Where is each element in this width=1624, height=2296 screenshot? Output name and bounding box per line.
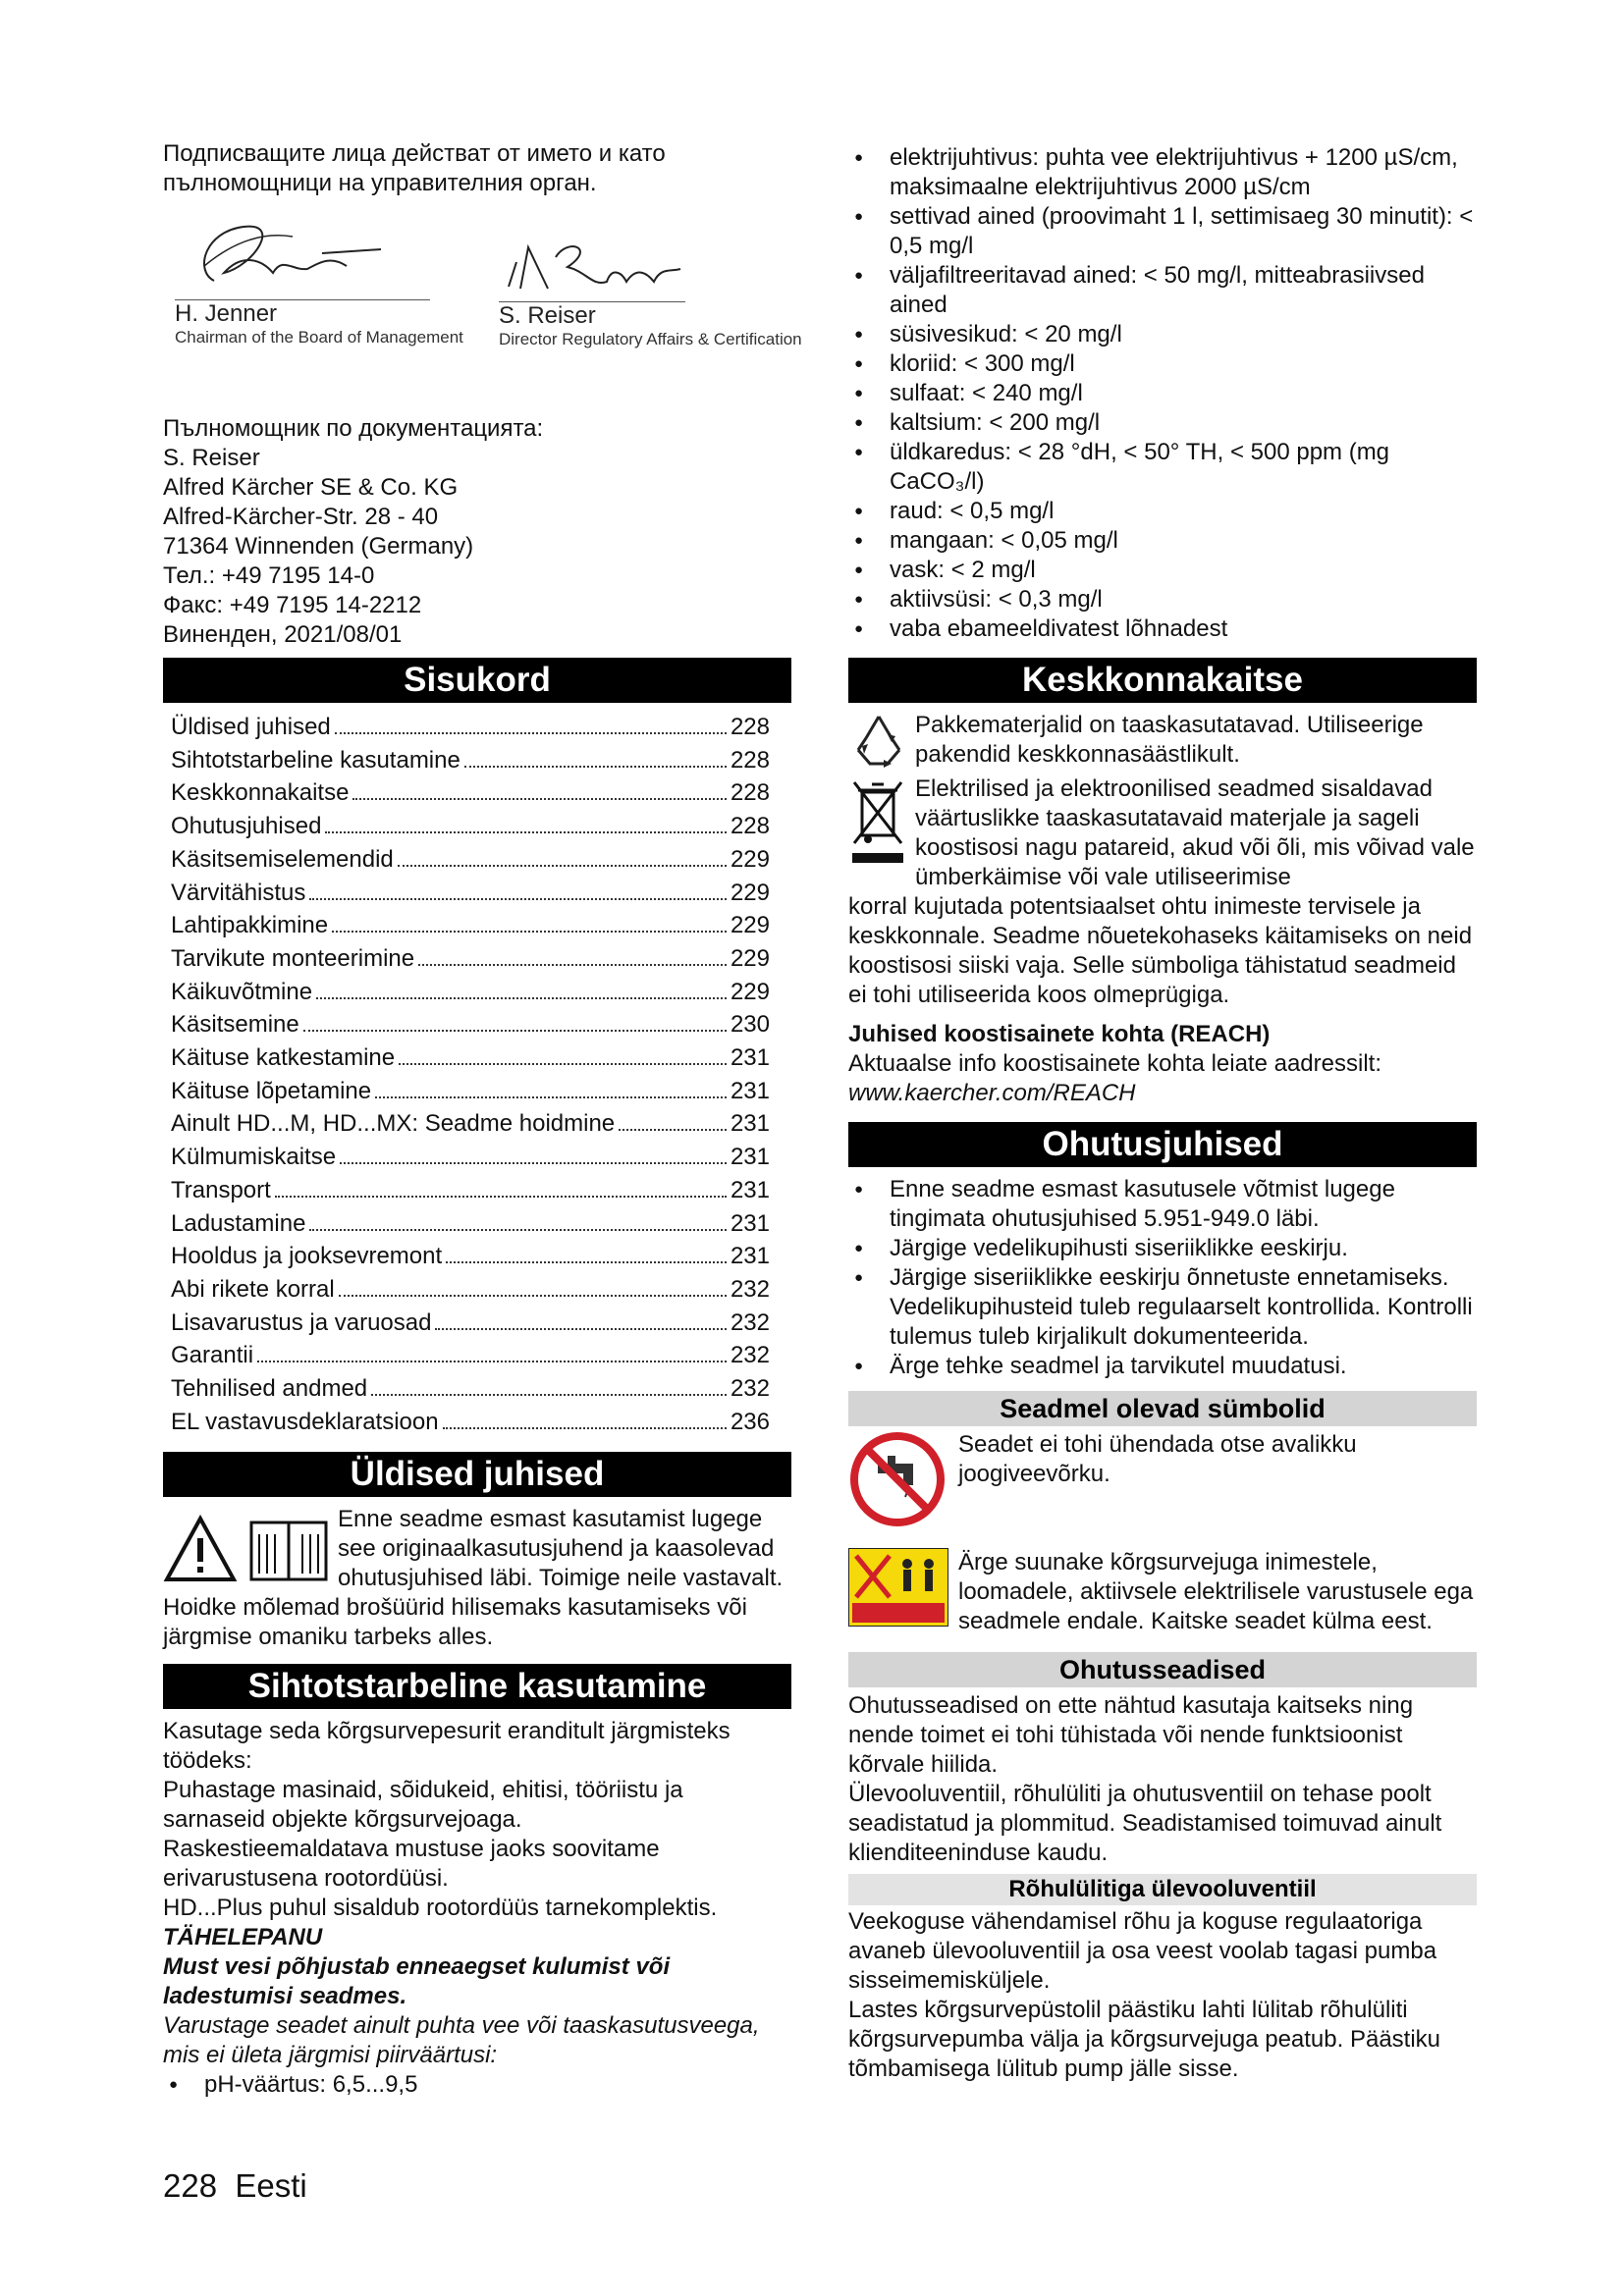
toc-entry[interactable] (163, 1141, 791, 1174)
toc-entry-title: Keskkonnakaitse (171, 779, 350, 807)
toc-entry[interactable] (163, 1041, 791, 1075)
reach-heading: Juhised koostisainete kohta (REACH) (848, 1021, 1271, 1047)
toc-page-number: 229 (730, 879, 770, 906)
list-item: ● settivad ained (proovimaht 1 l, settimisaeg 30 minutit): < 0,5 mg/l (848, 202, 1477, 261)
safety-devices-heading: Ohutusseadised (848, 1652, 1477, 1687)
safety-heading: Ohutusjuhised (848, 1122, 1477, 1167)
toc-leader (309, 898, 727, 900)
env-weee (848, 774, 1477, 892)
signature-jenner (175, 212, 463, 347)
toc-page-number: 228 (730, 714, 770, 740)
toc-entry-title: Garantii (171, 1342, 254, 1369)
water-limits-list (848, 143, 1477, 644)
signer-title: Chairman of the Board of Management (175, 328, 463, 347)
list-item: ● kloriid: < 300 mg/l (848, 349, 1477, 379)
general-heading: Üldised juhised (163, 1452, 791, 1497)
list-item: ● Enne seadme esmast kasutusele võtmist lugege tingimata ohutusjuhised 5.951-949.0 läbi. (848, 1175, 1477, 1234)
toc-entry-title: Käituse katkestamine (171, 1044, 396, 1072)
list-item: ● süsivesikud: < 20 mg/l (848, 320, 1477, 349)
reach-text: Aktuaalse info koostisainete kohta leiate aadressilt: (848, 1050, 1381, 1077)
toc-leader (464, 766, 727, 768)
environment-heading: Keskkonnakaitse (848, 658, 1477, 703)
toc-entry[interactable] (163, 1273, 791, 1307)
intended-use-text: HD...Plus puhul sisaldub rootordüüs tarnekomplektis. (163, 1895, 718, 1922)
signer-name: H. Jenner (175, 300, 278, 327)
toc-entry-title: Lisavarustus ja varuosad (171, 1308, 432, 1336)
toc-entry-title: Hooldus ja jooksevremont (171, 1243, 443, 1270)
toc-entry[interactable] (163, 1174, 791, 1207)
overflow-valve-text: Lastes kõrgsurvepüstolil päästiku lahti lülitab rõhulüliti kõrgsurvepumba välja ja kõrgsurvejuga peatub. Päästiku tõmbamisega lülitub pump jälle sisse. (848, 1997, 1441, 2082)
toc-page-number: 232 (730, 1342, 770, 1369)
toc-entry-title: Ainult HD...M, HD...MX: Seadme hoidmine (171, 1110, 616, 1138)
list-item: ● Järgige vedelikupihusti siseriiklikke eeskirju. (848, 1234, 1477, 1263)
toc-leader (275, 1196, 727, 1198)
table-of-contents (163, 711, 791, 1438)
toc-entry[interactable] (163, 1008, 791, 1041)
list-item: ● väljafiltreeritavad ained: < 50 mg/l, mitteabrasiivsed ained (848, 261, 1477, 320)
toc-entry-title: Ohutusjuhised (171, 813, 322, 840)
toc-leader (398, 865, 727, 867)
toc-leader (399, 1063, 727, 1065)
toc-leader (418, 964, 727, 966)
toc-leader (435, 1328, 726, 1330)
list-item: ● Ärge tehke seadmel ja tarvikutel muudatusi. (848, 1352, 1477, 1381)
list-item: ● Järgige siseriiklikke eeskirju õnnetuste ennetamiseks. Vedelikupihusteid tuleb regulaarselt kontrollida. Kontrolli tulemus tuleb kirjalikult dokumenteerida. (848, 1263, 1477, 1352)
toc-entry-title: Tarvikute monteerimine (171, 944, 415, 972)
toc-leader (325, 831, 727, 833)
toc-leader (339, 1295, 727, 1297)
toc-page-number: 232 (730, 1308, 770, 1336)
toc-entry-title: Lahtipakkimine (171, 912, 329, 939)
reach-url[interactable]: www.kaercher.com/REACH (848, 1080, 1136, 1106)
toc-entry[interactable] (163, 810, 791, 843)
toc-page-number: 229 (730, 845, 770, 873)
toc-page-number: 229 (730, 978, 770, 1005)
toc-entry[interactable] (163, 1107, 791, 1141)
intended-use-heading: Sihtotstarbeline kasutamine (163, 1664, 791, 1709)
contact-line: Виненден, 2021/08/01 (163, 621, 403, 648)
toc-heading: Sisukord (163, 658, 791, 703)
toc-entry[interactable] (163, 1372, 791, 1406)
symbol-text: Ärge suunake kõrgsurvejuga inimestele, loomadele, aktiivsele elektrilisele varustusele ega seadmele endale. Kaitske seadet külma eest. (958, 1549, 1474, 1634)
ph-list (163, 2070, 791, 2100)
symbol-no-spray-frost (848, 1548, 1477, 1636)
toc-leader (371, 1394, 727, 1396)
toc-page-number: 232 (730, 1375, 770, 1403)
intended-use-text: Puhastage masinaid, sõidukeid, ehitisi, tööriistu ja sarnaseid objekte kõrgsurvejoaga. (163, 1777, 683, 1834)
env-weee-text: Elektrilised ja elektroonilised seadmed sisaldavad väärtuslikke taaskasutatavaid materjale ja sageli koostisosi nagu patareid, akud või õli, mis võivad vale ümberkäimise või vale utiliseerimise (915, 775, 1475, 890)
toc-leader (316, 997, 727, 999)
signatories-intro: Подписващите лица действат от името и като пълномощници на управителния орган. (163, 140, 666, 196)
toc-page-number: 231 (730, 1243, 770, 1270)
toc-leader (340, 1162, 727, 1164)
toc-entry[interactable] (163, 942, 791, 976)
contact-line: Alfred Kärcher SE & Co. KG (163, 474, 459, 501)
page-footer: 228 Eesti (163, 2167, 307, 2204)
toc-leader (335, 732, 727, 734)
toc-leader (619, 1129, 727, 1131)
right-column (848, 143, 1477, 2084)
toc-leader (443, 1427, 727, 1429)
signer-title: Director Regulatory Affairs & Certification (499, 330, 802, 348)
toc-entry-title: Transport (171, 1176, 271, 1203)
toc-leader (375, 1096, 727, 1098)
list-item: ● kaltsium: < 200 mg/l (848, 408, 1477, 438)
toc-entry[interactable] (163, 1207, 791, 1241)
toc-page-number: 231 (730, 1176, 770, 1203)
list-item: ● elektrijuhtivus: puhta vee elektrijuhtivus + 1200 µS/cm, maksimaalne elektrijuhtivus 2000 µS/cm (848, 143, 1477, 202)
toc-leader (332, 931, 727, 933)
contact-line: Тел.: +49 7195 14-0 (163, 562, 375, 589)
toc-entry-title: Käikuvõtmine (171, 978, 313, 1005)
intended-use-text: Raskestieemaldatava mustuse jaoks soovitame erivarustusena rootordüüsi. (163, 1836, 660, 1893)
toc-page-number: 228 (730, 813, 770, 840)
toc-page-number: 231 (730, 1077, 770, 1104)
toc-page-number: 230 (730, 1011, 770, 1039)
toc-entry-title: Käsitsemine (171, 1011, 299, 1039)
toc-entry-title: Käsitsemiselemendid (171, 845, 394, 873)
toc-entry[interactable] (163, 1240, 791, 1273)
toc-entry-title: Käituse lõpetamine (171, 1077, 372, 1104)
contact-line: 71364 Winnenden (Germany) (163, 533, 474, 560)
toc-page-number: 231 (730, 1044, 770, 1072)
warning-triangle-and-manual-icon (163, 1505, 336, 1593)
toc-page-number: 236 (730, 1408, 770, 1435)
list-item: ● raud: < 0,5 mg/l (848, 497, 1477, 526)
env-weee-text-cont: korral kujutada potentsiaalset ohtu inimeste tervisele ja keskkonnale. Seadme nõuetekohaseks käitamiseks on neid koostisosi siiski vaja. Selle sümboliga tähistatud seadmeid ei tohi utiliseerida koos olmeprügiga. (848, 893, 1473, 1008)
env-packaging (848, 711, 1477, 774)
toc-page-number: 231 (730, 1144, 770, 1171)
safety-devices-text: Ülevooluventiil, rõhulüliti ja ohutusventiil on tehase poolt seadistatud ja plommitud. Seadistamised toimuvad ainult klienditeeninduse kaudu. (848, 1781, 1442, 1866)
toc-entry-title: Külmumiskaitse (171, 1144, 337, 1171)
no-spray-frost-icon (848, 1548, 958, 1636)
toc-page-number: 228 (730, 746, 770, 774)
toc-page-number: 231 (730, 1110, 770, 1138)
toc-leader (446, 1261, 727, 1263)
general-text-content: Enne seadme esmast kasutamist lugege see originaalkasutusjuhend ja kaasolevad ohutusjuhised läbi. Toimige neile vastavalt. (338, 1506, 784, 1592)
signature-block (163, 198, 802, 414)
toc-entry[interactable] (163, 877, 791, 910)
recycle-icon (848, 711, 915, 774)
toc-leader (257, 1361, 727, 1362)
toc-entry[interactable] (163, 1406, 791, 1439)
toc-entry-title: Tehnilised andmed (171, 1375, 368, 1403)
attention-text: Varustage seadet ainult puhta vee või taaskasutusveega, mis ei ületa järgmisi piirväärtusi: (163, 2012, 760, 2069)
attention-warning: Must vesi põhjustab enneaegset kulumist või ladestumisi seadmes. (163, 1953, 671, 2010)
list-item: ● üldkaredus: < 28 °dH, < 50° TH, < 500 ppm (mg CaCO₃/l) (848, 438, 1477, 497)
toc-entry[interactable] (163, 843, 791, 877)
general-text-2: Hoidke mõlemad brošüürid hilisemaks kasutamiseks või järgmise omaniku tarbeks alles. (163, 1594, 747, 1651)
contact-line: S. Reiser (163, 445, 260, 471)
toc-entry[interactable] (163, 976, 791, 1009)
toc-page-number: 229 (730, 912, 770, 939)
toc-entry-title: Üldised juhised (171, 714, 331, 740)
contact-line: Пълномощник по документацията: (163, 415, 544, 442)
toc-entry-title: EL vastavusdeklaratsioon (171, 1408, 439, 1435)
toc-entry[interactable] (163, 744, 791, 777)
toc-entry-title: Sihtotstarbeline kasutamine (171, 746, 460, 774)
overflow-valve-heading: Rõhulülitiga ülevooluventiil (848, 1874, 1477, 1905)
signature-reiser (499, 228, 802, 349)
toc-page-number: 232 (730, 1275, 770, 1303)
toc-page-number: 231 (730, 1209, 770, 1237)
list-item: ● sulfaat: < 240 mg/l (848, 379, 1477, 408)
handwritten-signature-reiser (499, 228, 685, 300)
contact-line: Alfred-Kärcher-Str. 28 - 40 (163, 504, 439, 530)
toc-entry[interactable] (163, 1075, 791, 1108)
toc-entry[interactable] (163, 1339, 791, 1372)
toc-entry-title: Värvitähistus (171, 879, 306, 906)
no-drinking-water-icon (848, 1430, 958, 1528)
documentation-contact (163, 414, 791, 650)
intended-use-text: Kasutage seda kõrgsurvepesurit eranditult järgmisteks töödeks: (163, 1718, 731, 1775)
toc-page-number: 228 (730, 779, 770, 807)
toc-entry-title: Abi rikete korral (171, 1275, 335, 1303)
toc-entry[interactable] (163, 1307, 791, 1340)
env-packaging-text: Pakkematerjalid on taaskasutatavad. Utiliseerige pakendid keskkonnasäästlikult. (915, 712, 1424, 768)
symbol-text: Seadet ei tohi ühendada otse avalikku joogiveevõrku. (958, 1431, 1357, 1487)
symbol-no-drinking-water (848, 1430, 1477, 1528)
list-item: ● pH-väärtus: 6,5...9,5 (163, 2070, 791, 2100)
contact-line: Факс: +49 7195 14-2212 (163, 592, 422, 618)
handwritten-signature-jenner (175, 212, 391, 300)
signer-name: S. Reiser (499, 302, 596, 329)
crossed-bin-icon (848, 774, 915, 892)
toc-leader (309, 1229, 727, 1231)
list-item: ● aktiivsüsi: < 0,3 mg/l (848, 585, 1477, 614)
attention-label: TÄHELEPANU (163, 1924, 323, 1951)
list-item: ● vask: < 2 mg/l (848, 556, 1477, 585)
toc-leader (352, 798, 727, 800)
warning-manual-icons (163, 1505, 336, 1593)
toc-entry[interactable] (163, 909, 791, 942)
list-item: ● mangaan: < 0,05 mg/l (848, 526, 1477, 556)
toc-leader (303, 1030, 727, 1032)
left-column (163, 139, 802, 2100)
list-item: ● vaba ebameeldivatest lõhnadest (848, 614, 1477, 644)
toc-page-number: 229 (730, 944, 770, 972)
overflow-valve-text: Veekoguse vähendamisel rõhu ja koguse regulaatoriga avaneb ülevooluventiil ja osa veest voolab tagasi pumba sisseimemisküljele. (848, 1908, 1437, 1994)
toc-entry-title: Ladustamine (171, 1209, 306, 1237)
safety-list (848, 1175, 1477, 1381)
symbols-heading: Seadmel olevad sümbolid (848, 1391, 1477, 1426)
toc-entry[interactable] (163, 711, 791, 744)
toc-entry[interactable] (163, 776, 791, 810)
safety-devices-text: Ohutusseadised on ette nähtud kasutaja kaitseks ning nende toimet ei tohi tühistada või nende funktsioonist kõrvale hiilida. (848, 1692, 1414, 1778)
